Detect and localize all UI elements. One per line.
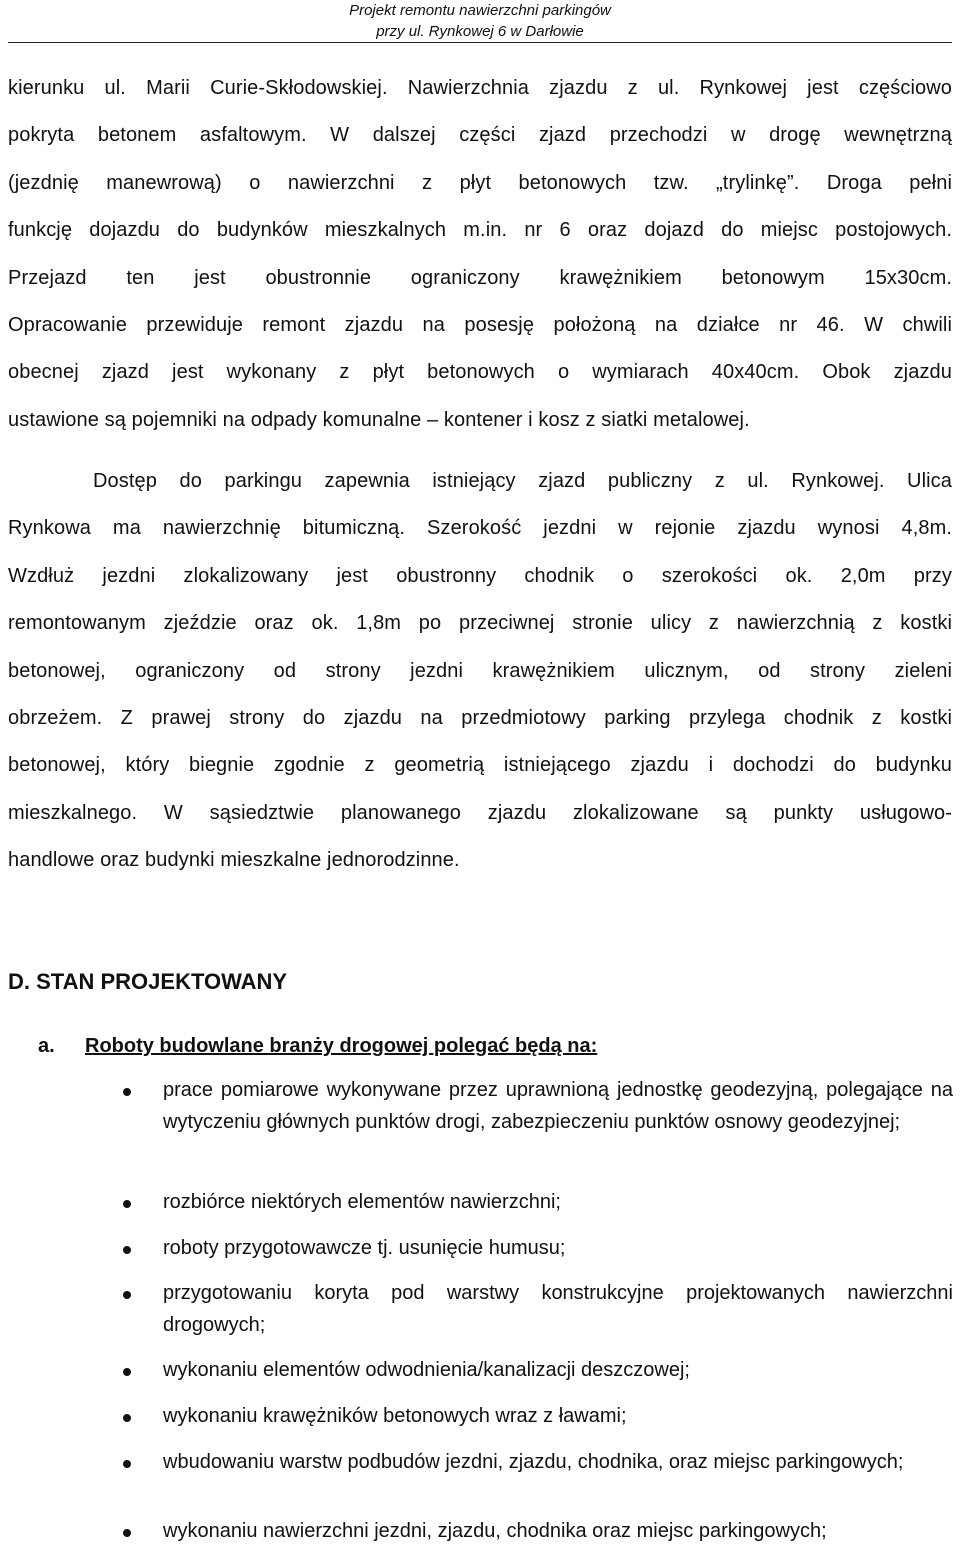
- text-line: Rynkowa ma nawierzchnię bitumiczną. Szerokość jezdni w rejonie zjazdu wynosi 4,8m.: [8, 517, 952, 540]
- bullet-icon: [123, 1368, 131, 1376]
- paragraph-existing-access: [8, 65, 952, 444]
- list-item-text: wykonaniu krawężników betonowych wraz z ławami;: [163, 1405, 627, 1427]
- text-line: kierunku ul. Marii Curie-Skłodowskiej. Nawierzchnia zjazdu z ul. Rynkowej jest częściowo: [8, 77, 952, 99]
- text-line: obecnej zjazd jest wykonany z płyt betonowych o wymiarach 40x40cm. Obok zjazdu: [8, 361, 952, 384]
- text-line: Dostęp do parkingu zapewnia istniejący zjazd publiczny z ul. Rynkowej. Ulica: [93, 470, 952, 492]
- text-line: obrzeżem. Z prawej strony do zjazdu na przedmiotowy parking przylega chodnik z kostki: [8, 706, 952, 729]
- bullet-icon: [123, 1291, 131, 1299]
- subsection-heading: [38, 1030, 597, 1062]
- list-item-text: prace pomiarowe wykonywane przez uprawnioną jednostkę geodezyjną, polegające na wytyczeniu głównych punktów drogi, zabezpieczeniu punktów osnowy geodezyjnej;: [163, 1079, 953, 1133]
- bullet-icon: [123, 1246, 131, 1254]
- text-line: Przejazd ten jest obustronnie ograniczony krawężnikiem betonowym 15x30cm.: [8, 266, 952, 289]
- subsection-number: a.: [38, 1035, 55, 1057]
- bullet-icon: [123, 1529, 131, 1537]
- text-line: betonowej, który biegnie zgodnie z geometrią istniejącego zjazdu i dochodzi do budynku: [8, 754, 952, 777]
- list-item-text: przygotowaniu koryta pod warstwy konstrukcyjne projektowanych nawierzchni drogowych;: [163, 1282, 953, 1336]
- text-line: handlowe oraz budynki mieszkalne jednorodzinne.: [8, 849, 460, 872]
- bullet-icon: [123, 1460, 131, 1468]
- header-title: Projekt remontu nawierzchni parkingów: [349, 2, 611, 19]
- text-line: (jezdnię manewrową) o nawierzchni z płyt betonowych tzw. „trylinkę”. Droga pełni: [8, 171, 952, 194]
- text-line: mieszkalnego. W sąsiedztwie planowanego zjazdu zlokalizowane są punkty usługowo-: [8, 801, 952, 824]
- list-item-text: wykonaniu elementów odwodnienia/kanalizacji deszczowej;: [163, 1359, 690, 1381]
- page-header: [0, 0, 960, 42]
- text-line: remontowanym zjeździe oraz ok. 1,8m po przeciwnej stronie ulicy z nawierzchnią z kostki: [8, 612, 952, 635]
- text-line: ustawione są pojemniki na odpady komunalne – kontener i kosz z siatki metalowej.: [8, 408, 750, 431]
- subsection-title: Roboty budowlane branży drogowej polegać będą na:: [85, 1035, 598, 1057]
- section-heading: D. STAN PROJEKTOWANY: [8, 969, 288, 994]
- text-line: betonowej, ograniczony od strony jezdni krawężnikiem ulicznym, od strony zieleni: [8, 659, 952, 682]
- text-line: Opracowanie przewiduje remont zjazdu na posesję położoną na działce nr 46. W chwili: [8, 313, 952, 336]
- header-divider: [8, 42, 952, 43]
- header-subtitle: przy ul. Rynkowej 6 w Darłowie: [376, 23, 584, 40]
- paragraph-parking-access: [8, 458, 952, 885]
- list-item-text: wykonaniu nawierzchni jezdni, zjazdu, chodnika oraz miejsc parkingowych;: [163, 1520, 827, 1542]
- text-line: pokryta betonem asfaltowym. W dalszej części zjazd przechodzi w drogę wewnętrzną: [8, 124, 952, 147]
- text-line: funkcję dojazdu do budynków mieszkalnych m.in. nr 6 oraz dojazd do miejsc postojowych.: [8, 219, 952, 242]
- list-item-text: rozbiórce niektórych elementów nawierzchni;: [163, 1191, 561, 1213]
- bullet-icon: [123, 1414, 131, 1422]
- list-item-text: roboty przygotowawcze tj. usunięcie humusu;: [163, 1237, 566, 1259]
- bullet-icon: [123, 1200, 131, 1208]
- list-item-text: wbudowaniu warstw podbudów jezdni, zjazdu, chodnika, oraz miejsc parkingowych;: [163, 1451, 904, 1473]
- text-line: Wzdłuż jezdni zlokalizowany jest obustronny chodnik o szerokości ok. 2,0m przy: [8, 564, 952, 587]
- bullet-icon: [123, 1088, 131, 1096]
